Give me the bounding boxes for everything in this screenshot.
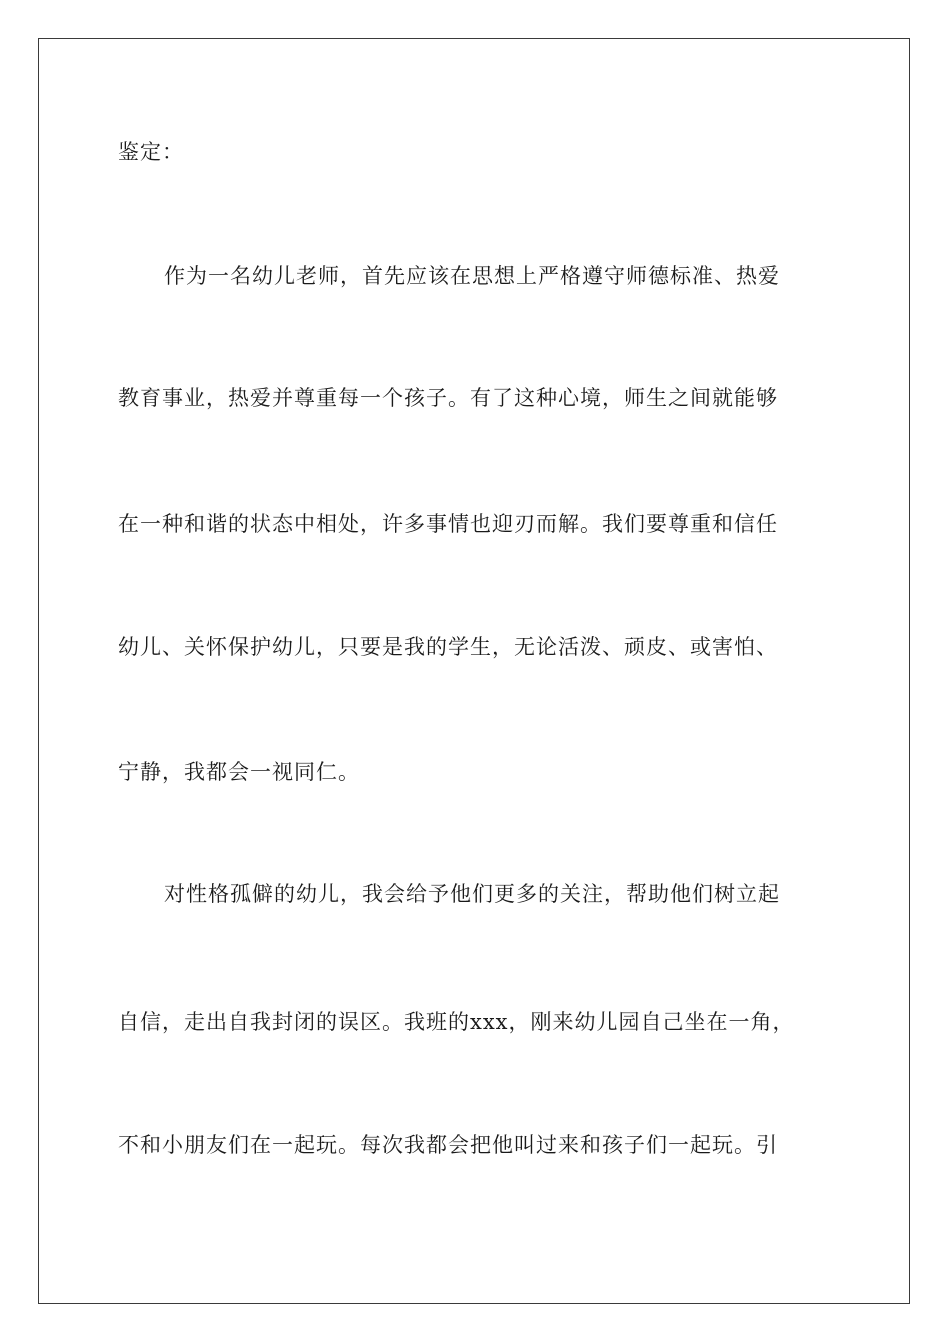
document-heading: 鉴定： bbox=[118, 140, 184, 164]
paragraph-line-1: 作为一名幼儿老师，首先应该在思想上严格遵守师德标准、热爱 bbox=[164, 264, 780, 288]
page-border bbox=[38, 38, 910, 1304]
paragraph-line-6: 对性格孤僻的幼儿，我会给予他们更多的关注，帮助他们树立起 bbox=[164, 882, 780, 906]
paragraph-line-4: 幼儿、关怀保护幼儿，只要是我的学生，无论活泼、顽皮、或害怕、 bbox=[118, 635, 778, 659]
paragraph-line-2: 教育事业，热爱并尊重每一个孩子。有了这种心境，师生之间就能够 bbox=[118, 386, 778, 410]
paragraph-line-7: 自信，走出自我封闭的误区。我班的xxx，刚来幼儿园自己坐在一角， bbox=[118, 1010, 795, 1034]
paragraph-line-5: 宁静，我都会一视同仁。 bbox=[118, 760, 360, 784]
paragraph-line-8: 不和小朋友们在一起玩。每次我都会把他叫过来和孩子们一起玩。引 bbox=[118, 1133, 778, 1157]
paragraph-line-3: 在一种和谐的状态中相处，许多事情也迎刃而解。我们要尊重和信任 bbox=[118, 512, 778, 536]
